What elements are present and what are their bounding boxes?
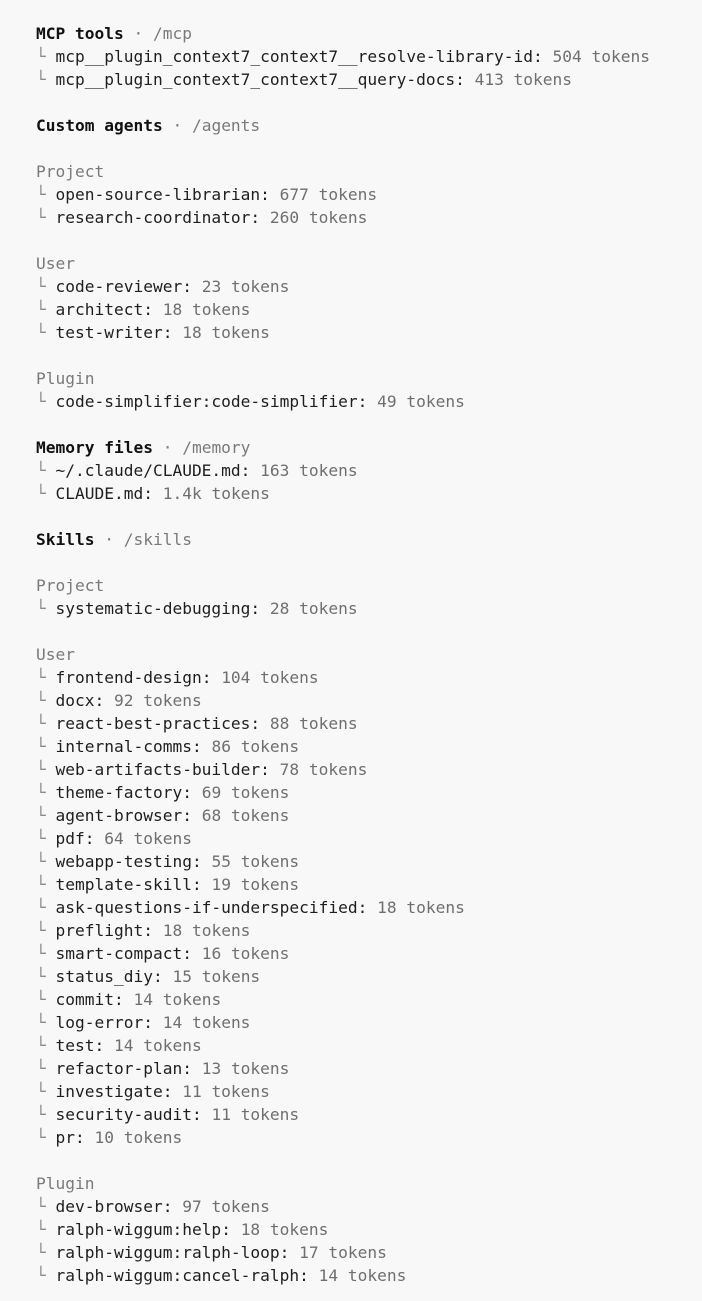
item-tokens: 14 tokens bbox=[113, 1036, 202, 1055]
colon: : bbox=[250, 599, 270, 618]
tree-branch-icon: └ bbox=[36, 1013, 56, 1032]
colon: : bbox=[221, 1220, 241, 1239]
item-tokens: 19 tokens bbox=[211, 875, 300, 894]
item-name: investigate bbox=[55, 1082, 163, 1101]
list-item bbox=[36, 1264, 702, 1287]
list-item bbox=[36, 988, 702, 1011]
list-item bbox=[36, 321, 702, 344]
tree-branch-icon: └ bbox=[36, 783, 56, 802]
blank-line bbox=[36, 551, 702, 574]
item-name: systematic-debugging bbox=[55, 599, 251, 618]
item-name: ralph-wiggum:help bbox=[55, 1220, 222, 1239]
tree-branch-icon: └ bbox=[36, 323, 56, 342]
tree-branch-icon: └ bbox=[36, 70, 56, 89]
list-item bbox=[36, 712, 702, 735]
colon: : bbox=[240, 461, 261, 480]
tree-branch-icon: └ bbox=[36, 1243, 56, 1262]
colon: : bbox=[455, 70, 475, 89]
colon: : bbox=[152, 967, 173, 986]
tree-branch-icon: └ bbox=[36, 898, 56, 917]
item-tokens: 260 tokens bbox=[269, 208, 368, 227]
list-item bbox=[36, 206, 702, 229]
list-item bbox=[36, 1126, 702, 1149]
list-item bbox=[36, 804, 702, 827]
item-name: docx bbox=[55, 691, 95, 710]
item-tokens: 55 tokens bbox=[211, 852, 300, 871]
item-name: test bbox=[55, 1036, 95, 1055]
item-tokens: 49 tokens bbox=[377, 392, 465, 411]
list-item bbox=[36, 183, 702, 206]
list-item bbox=[36, 390, 702, 413]
colon: : bbox=[143, 921, 163, 940]
tree-branch-icon: └ bbox=[36, 852, 56, 871]
item-name: commit bbox=[55, 990, 114, 1009]
item-tokens: 11 tokens bbox=[182, 1082, 270, 1101]
tree-branch-icon: └ bbox=[36, 484, 56, 503]
group-label: Project bbox=[36, 162, 105, 181]
list-item bbox=[36, 689, 702, 712]
item-name: frontend-design bbox=[55, 668, 202, 687]
item-name: ask-questions-if-underspecified bbox=[55, 898, 358, 917]
list-item bbox=[36, 965, 702, 988]
blank-line bbox=[36, 344, 702, 367]
item-tokens: 10 tokens bbox=[94, 1128, 183, 1147]
list-item bbox=[36, 1011, 702, 1034]
item-name: webapp-testing bbox=[55, 852, 192, 871]
colon: : bbox=[162, 1197, 183, 1216]
tree-branch-icon: └ bbox=[36, 461, 56, 480]
item-tokens: 163 tokens bbox=[260, 461, 358, 480]
list-item bbox=[36, 298, 702, 321]
list-item bbox=[36, 1103, 702, 1126]
list-item bbox=[36, 666, 702, 689]
item-name: preflight bbox=[55, 921, 144, 940]
tree-branch-icon: └ bbox=[36, 208, 56, 227]
list-item bbox=[36, 1218, 702, 1241]
list-item bbox=[36, 1241, 702, 1264]
colon: : bbox=[260, 185, 280, 204]
blank-line bbox=[36, 91, 702, 114]
colon: : bbox=[250, 208, 270, 227]
colon: : bbox=[191, 737, 212, 756]
item-tokens: 14 tokens bbox=[318, 1266, 407, 1285]
section-title: Skills bbox=[36, 530, 95, 549]
colon: : bbox=[75, 1128, 95, 1147]
section-command: /memory bbox=[182, 438, 251, 457]
item-tokens: 23 tokens bbox=[201, 277, 290, 296]
tree-branch-icon: └ bbox=[36, 760, 56, 779]
list-item bbox=[36, 735, 702, 758]
list-item bbox=[36, 781, 702, 804]
list-item bbox=[36, 1034, 702, 1057]
item-tokens: 64 tokens bbox=[104, 829, 192, 848]
item-name: open-source-librarian bbox=[55, 185, 261, 204]
colon: : bbox=[191, 852, 212, 871]
item-tokens: 14 tokens bbox=[133, 990, 222, 1009]
tree-branch-icon: └ bbox=[36, 691, 56, 710]
tree-branch-icon: └ bbox=[36, 944, 56, 963]
item-name: status_diy bbox=[55, 967, 153, 986]
item-tokens: 69 tokens bbox=[201, 783, 290, 802]
item-tokens: 14 tokens bbox=[162, 1013, 251, 1032]
colon: : bbox=[182, 944, 202, 963]
item-tokens: 1.4k tokens bbox=[162, 484, 270, 503]
list-item bbox=[36, 873, 702, 896]
list-item bbox=[36, 459, 702, 482]
tree-branch-icon: └ bbox=[36, 47, 56, 66]
colon: : bbox=[182, 277, 202, 296]
item-name: ralph-wiggum:ralph-loop bbox=[55, 1243, 280, 1262]
tree-branch-icon: └ bbox=[36, 806, 56, 825]
tree-branch-icon: └ bbox=[36, 737, 56, 756]
colon: : bbox=[143, 300, 163, 319]
item-tokens: 677 tokens bbox=[279, 185, 378, 204]
list-item bbox=[36, 1080, 702, 1103]
colon: : bbox=[182, 783, 202, 802]
item-name: react-best-practices bbox=[55, 714, 251, 733]
tree-branch-icon: └ bbox=[36, 714, 56, 733]
list-item bbox=[36, 275, 702, 298]
section-command: /mcp bbox=[152, 24, 192, 43]
item-name: mcp__plugin_context7_context7__resolve-library-id bbox=[55, 47, 534, 66]
tree-branch-icon: └ bbox=[36, 1197, 56, 1216]
item-tokens: 86 tokens bbox=[211, 737, 300, 756]
tree-branch-icon: └ bbox=[36, 829, 56, 848]
colon: : bbox=[162, 1082, 183, 1101]
blank-line bbox=[36, 413, 702, 436]
tree-branch-icon: └ bbox=[36, 300, 56, 319]
tree-branch-icon: └ bbox=[36, 875, 56, 894]
item-name: pdf bbox=[55, 829, 85, 848]
colon: : bbox=[182, 806, 202, 825]
colon: : bbox=[357, 898, 378, 917]
item-name: template-skill bbox=[55, 875, 192, 894]
item-tokens: 504 tokens bbox=[552, 47, 651, 66]
section-separator: · bbox=[94, 530, 124, 549]
item-tokens: 413 tokens bbox=[474, 70, 573, 89]
section-separator: · bbox=[162, 116, 192, 135]
item-name: code-reviewer bbox=[55, 277, 183, 296]
tree-branch-icon: └ bbox=[36, 1036, 56, 1055]
tree-branch-icon: └ bbox=[36, 1128, 56, 1147]
blank-line bbox=[36, 1149, 702, 1172]
tree-branch-icon: └ bbox=[36, 921, 56, 940]
item-tokens: 68 tokens bbox=[201, 806, 290, 825]
colon: : bbox=[201, 668, 222, 687]
colon: : bbox=[94, 1036, 114, 1055]
section-heading bbox=[36, 22, 702, 45]
group-label: Plugin bbox=[36, 369, 95, 388]
item-name: agent-browser bbox=[55, 806, 183, 825]
item-tokens: 13 tokens bbox=[201, 1059, 290, 1078]
tree-branch-icon: └ bbox=[36, 990, 56, 1009]
section-title: Memory files bbox=[36, 438, 153, 457]
group-label: Plugin bbox=[36, 1174, 95, 1193]
item-name: dev-browser bbox=[55, 1197, 163, 1216]
list-item bbox=[36, 896, 702, 919]
section-title: MCP tools bbox=[36, 24, 124, 43]
list-item bbox=[36, 1195, 702, 1218]
item-name: pr bbox=[55, 1128, 75, 1147]
blank-line bbox=[36, 229, 702, 252]
section-separator: · bbox=[123, 24, 153, 43]
blank-line bbox=[36, 137, 702, 160]
item-tokens: 16 tokens bbox=[201, 944, 290, 963]
section-command: /agents bbox=[191, 116, 261, 135]
colon: : bbox=[357, 392, 378, 411]
colon: : bbox=[182, 1059, 202, 1078]
blank-line bbox=[36, 620, 702, 643]
list-item bbox=[36, 1057, 702, 1080]
item-tokens: 88 tokens bbox=[269, 714, 358, 733]
item-name: theme-factory bbox=[55, 783, 183, 802]
tree-branch-icon: └ bbox=[36, 1220, 56, 1239]
list-item bbox=[36, 597, 702, 620]
item-name: web-artifacts-builder bbox=[55, 760, 261, 779]
tree-branch-icon: └ bbox=[36, 185, 56, 204]
item-name: ralph-wiggum:cancel-ralph bbox=[55, 1266, 300, 1285]
list-item bbox=[36, 850, 702, 873]
colon: : bbox=[260, 760, 280, 779]
list-item bbox=[36, 919, 702, 942]
item-name: internal-comms bbox=[55, 737, 192, 756]
section-heading bbox=[36, 528, 702, 551]
tree-branch-icon: └ bbox=[36, 392, 56, 411]
item-name: mcp__plugin_context7_context7__query-docs bbox=[55, 70, 456, 89]
item-name: CLAUDE.md bbox=[55, 484, 144, 503]
group-label: Project bbox=[36, 576, 105, 595]
item-tokens: 78 tokens bbox=[279, 760, 368, 779]
section-heading bbox=[36, 436, 702, 459]
colon: : bbox=[279, 1243, 300, 1262]
list-item bbox=[36, 68, 702, 91]
item-name: smart-compact bbox=[55, 944, 183, 963]
item-name: research-coordinator bbox=[55, 208, 251, 227]
section-command: /skills bbox=[123, 530, 192, 549]
item-tokens: 18 tokens bbox=[162, 300, 251, 319]
item-tokens: 104 tokens bbox=[221, 668, 319, 687]
colon: : bbox=[84, 829, 105, 848]
item-name: log-error bbox=[55, 1013, 144, 1032]
colon: : bbox=[162, 323, 183, 342]
blank-line bbox=[36, 505, 702, 528]
colon: : bbox=[250, 714, 270, 733]
list-item bbox=[36, 482, 702, 505]
tree-branch-icon: └ bbox=[36, 1059, 56, 1078]
item-tokens: 97 tokens bbox=[182, 1197, 270, 1216]
item-tokens: 11 tokens bbox=[211, 1105, 300, 1124]
item-tokens: 18 tokens bbox=[240, 1220, 329, 1239]
tree-branch-icon: └ bbox=[36, 1266, 56, 1285]
item-name: ~/.claude/CLAUDE.md bbox=[55, 461, 241, 480]
item-tokens: 18 tokens bbox=[377, 898, 465, 917]
section-title: Custom agents bbox=[36, 116, 163, 135]
item-name: security-audit bbox=[55, 1105, 192, 1124]
colon: : bbox=[143, 1013, 163, 1032]
tree-branch-icon: └ bbox=[36, 1082, 56, 1101]
list-item bbox=[36, 45, 702, 68]
group-label: User bbox=[36, 254, 75, 273]
colon: : bbox=[299, 1266, 319, 1285]
colon: : bbox=[113, 990, 134, 1009]
item-tokens: 18 tokens bbox=[162, 921, 251, 940]
colon: : bbox=[143, 484, 163, 503]
list-item bbox=[36, 758, 702, 781]
colon: : bbox=[191, 875, 212, 894]
item-tokens: 92 tokens bbox=[113, 691, 202, 710]
item-name: architect bbox=[55, 300, 144, 319]
section-heading bbox=[36, 114, 702, 137]
section-separator: · bbox=[152, 438, 183, 457]
item-name: code-simplifier:code-simplifier bbox=[55, 392, 358, 411]
tree-branch-icon: └ bbox=[36, 277, 56, 296]
tree-branch-icon: └ bbox=[36, 1105, 56, 1124]
item-tokens: 18 tokens bbox=[182, 323, 270, 342]
item-name: test-writer bbox=[55, 323, 163, 342]
item-tokens: 28 tokens bbox=[269, 599, 358, 618]
tree-branch-icon: └ bbox=[36, 599, 56, 618]
item-tokens: 15 tokens bbox=[172, 967, 261, 986]
list-item bbox=[36, 942, 702, 965]
colon: : bbox=[533, 47, 553, 66]
group-label: User bbox=[36, 645, 75, 664]
item-tokens: 17 tokens bbox=[299, 1243, 387, 1262]
colon: : bbox=[191, 1105, 212, 1124]
colon: : bbox=[94, 691, 114, 710]
tree-branch-icon: └ bbox=[36, 967, 56, 986]
list-item bbox=[36, 827, 702, 850]
item-name: refactor-plan bbox=[55, 1059, 183, 1078]
tree-branch-icon: └ bbox=[36, 668, 56, 687]
